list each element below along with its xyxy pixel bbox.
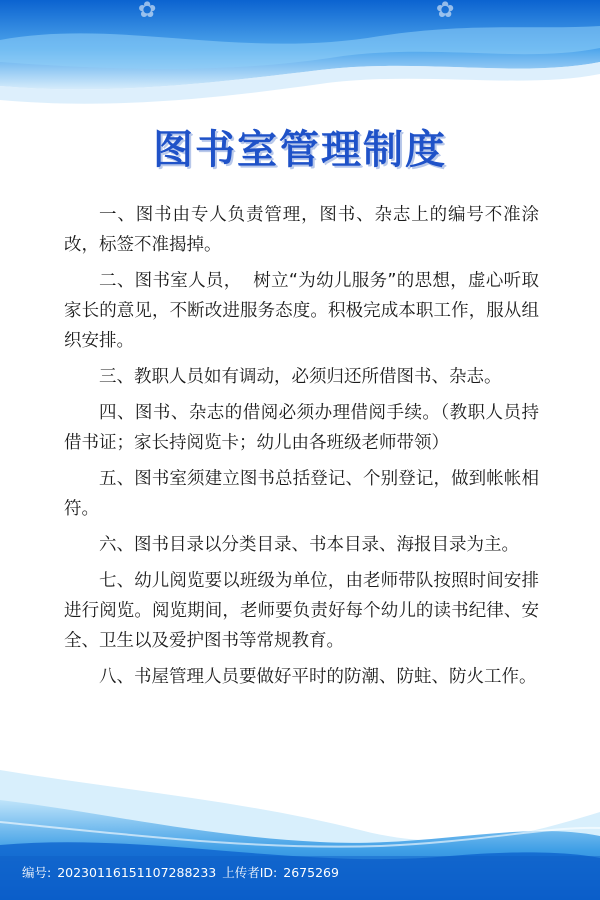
page-title: 图书室管理制度 [153,127,447,173]
footer-id-value: 20230116151107288233 [57,865,217,880]
rule-paragraph: 八、书屋管理人员要做好平时的防潮、防蛀、防火工作。 [99,667,537,687]
rule-paragraph: 六、图书目录以分类目录、书本目录、海报目录为主。 [99,535,519,555]
rule-paragraph: 一、图书由专人负责管理，图书、杂志上的编号不准涂改，标签不准揭掉。 [64,205,539,255]
footer-id-label: 编号: [22,865,52,880]
rule-paragraph: 三、教职人员如有调动，必须归还所借图书、杂志。 [99,367,502,387]
rule-paragraph: 七、幼儿阅览要以班级为单位，由老师带队按照时间安排进行阅览。阅览期间，老师要负责好每个幼儿的读书纪律、安全、卫生以及爱护图书等常规教育。 [64,571,539,651]
footer-info [22,863,582,883]
rule-paragraph: 五、图书室须建立图书总括登记、个别登记，做到帐帐相符。 [64,469,539,519]
footer-uploader-label: 上传者ID: [222,865,278,880]
footer-uploader-value: 2675269 [283,865,339,880]
watermark-icon: ✿ [138,0,157,23]
rules-body [64,200,539,698]
rule-paragraph: 四、图书、杂志的借阅必须办理借阅手续。（教职人员持借书证；家长持阅览卡；幼儿由各班级老师带领） [64,403,539,453]
rule-paragraph: 二、图书室人员， 树立“为幼儿服务”的思想，虚心听取家长的意见，不断改进服务态度。积极完成本职工作，服从组织安排。 [64,271,539,351]
watermark-icon: ✿ [436,0,455,23]
